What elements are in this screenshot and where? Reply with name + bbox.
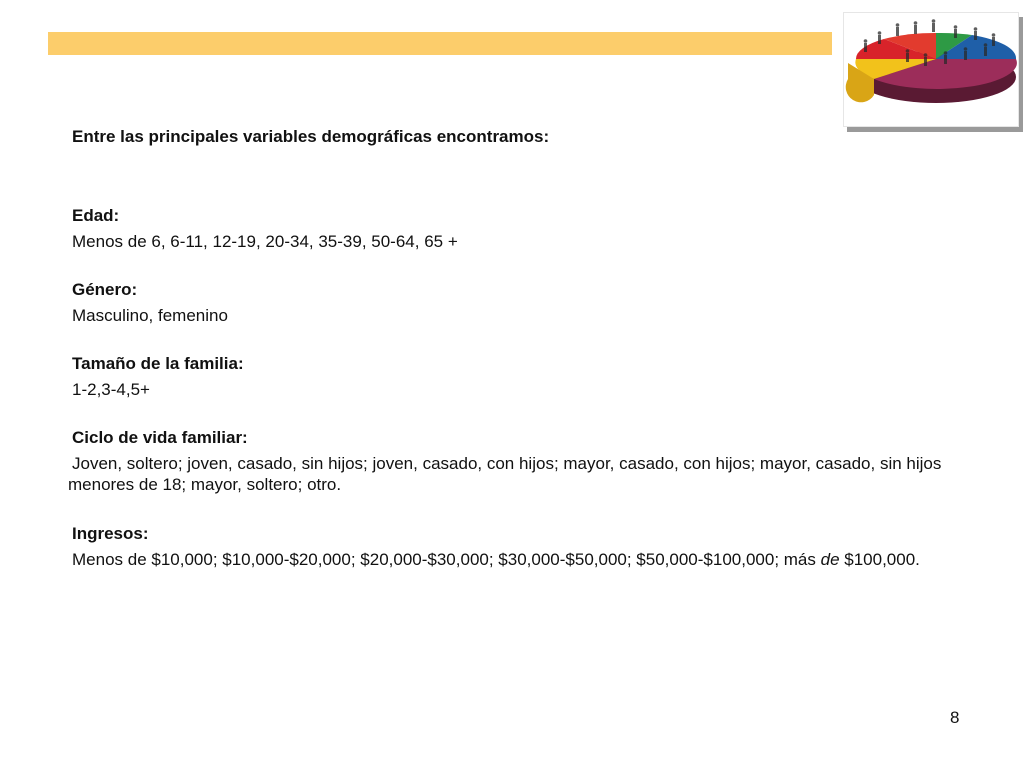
value-edad: Menos de 6, 6-11, 12-19, 20-34, 35-39, 50-64, 65 +: [72, 232, 458, 251]
heading-ciclo-vida: Ciclo de vida familiar:: [72, 428, 248, 447]
value-ingresos-end: $100,000.: [839, 550, 920, 569]
value-ingresos-italic: de: [820, 550, 840, 569]
pie-people-illustration: [844, 13, 1018, 126]
heading-edad: Edad:: [72, 206, 120, 225]
value-genero: Masculino, femenino: [72, 306, 228, 325]
heading-genero: Género:: [72, 280, 138, 299]
heading-tamano-familia: Tamaño de la familia:: [72, 354, 244, 373]
value-ciclo-vida: Joven, soltero; joven, casado, sin hijos; joven, casado, con hijos; mayor, casado, con hijos; mayor, casado, sin hijos menores de 18; mayor, soltero; otro.: [68, 454, 942, 494]
value-ingresos-main: Menos de $10,000; $10,000-$20,000; $20,000-$30,000; $30,000-$50,000; $50,000-$100,000; más: [72, 550, 821, 569]
heading-ingresos: Ingresos:: [72, 524, 149, 543]
value-ingresos: [68, 549, 968, 570]
intro-text: Entre las principales variables demográficas encontramos:: [72, 127, 550, 146]
page-number: 8: [950, 708, 960, 727]
value-tamano-familia: 1-2,3-4,5+: [72, 380, 150, 399]
pie-chart-image: [843, 12, 1019, 127]
slide-body: [68, 126, 968, 598]
accent-bar: [48, 32, 832, 55]
